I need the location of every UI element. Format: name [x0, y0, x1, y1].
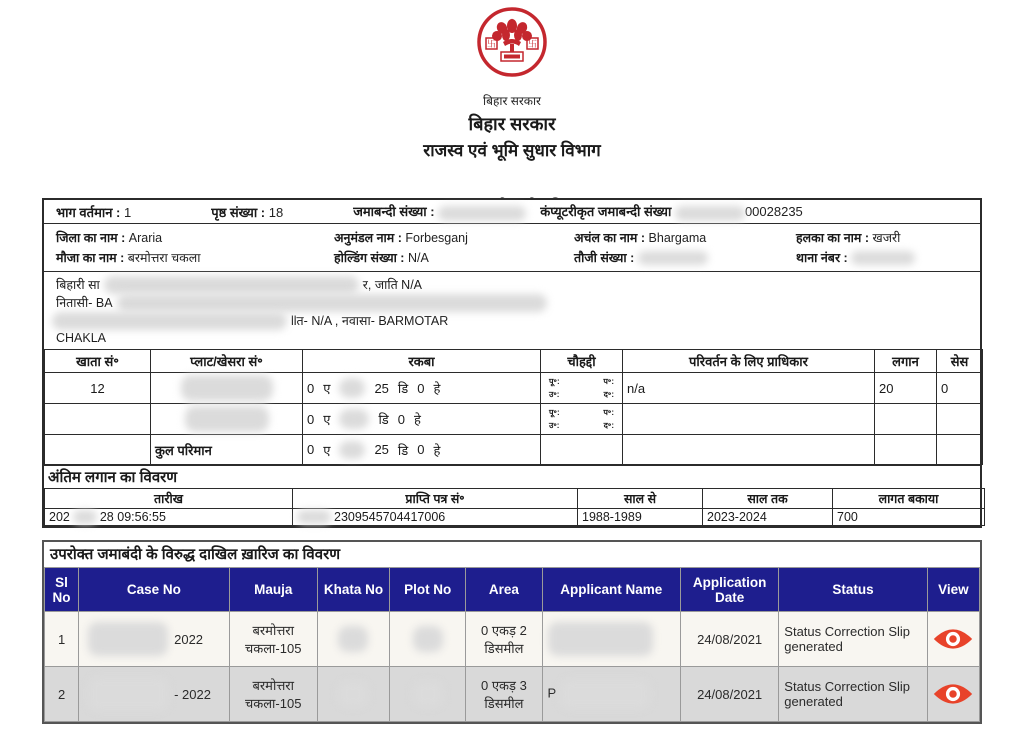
redacted-patch — [675, 206, 745, 221]
mutation-header-row — [45, 568, 980, 612]
sl-no: 1 — [45, 612, 79, 667]
col-ses: सेस — [937, 350, 983, 373]
case-no-tail: - 2022 — [174, 686, 211, 702]
redacted-patch — [560, 679, 650, 709]
col-khata-no: खाता सं॰ — [45, 350, 151, 373]
lagan-empty — [875, 435, 937, 465]
case-no-tail: 2022 — [174, 631, 204, 647]
redacted-patch — [88, 677, 168, 711]
khata-no-redacted — [317, 667, 389, 722]
rakba-token: 25 — [374, 442, 389, 457]
khata-no-empty — [45, 404, 151, 435]
jamabandi-label: जमाबन्दी संख्या : — [353, 204, 435, 220]
authority-empty — [623, 404, 875, 435]
chauhaddi-cell — [541, 404, 623, 435]
redacted-patch — [297, 510, 331, 524]
sl-no: 2 — [45, 667, 79, 722]
chauhaddi-cell — [541, 373, 623, 404]
date-rest: 28 09:56:55 — [99, 510, 166, 524]
subdivision-value: Forbesganj — [405, 230, 468, 245]
applicant-name-partial — [542, 667, 680, 722]
computerized-label: कंप्यूटरीकृत जमाबन्दी संख्या — [540, 204, 672, 220]
col-application-date: Application Date — [680, 568, 778, 612]
final-rent-section — [44, 465, 980, 526]
rakba-row2 — [303, 404, 541, 435]
rakba-total — [303, 435, 541, 465]
final-rent-header-row — [45, 489, 985, 509]
khata-table — [44, 349, 983, 465]
chauhaddi-west-label: प॰: — [603, 377, 614, 386]
owner-line3-suffix: llत- N/A , नवासा- BARMOTAR — [291, 313, 449, 328]
redacted-patch — [52, 312, 287, 330]
rakba-token: ए — [323, 381, 331, 396]
plot-no-redacted — [151, 404, 303, 435]
anchal-field — [574, 229, 796, 246]
year-to-value: 2023-2024 — [703, 509, 833, 526]
eye-icon — [933, 627, 973, 651]
holding-value: N/A — [407, 250, 429, 265]
col-sl-no: Sl No — [45, 568, 79, 612]
lagan-empty — [875, 404, 937, 435]
view-cell — [927, 612, 979, 667]
final-rent-table — [44, 488, 985, 526]
tauji-label: तौजी संख्या : — [574, 250, 635, 265]
plot-no-redacted — [390, 667, 466, 722]
rakba-token: 0 — [417, 380, 425, 396]
department-title: राजस्व एवं भूमि सुधार विभाग — [423, 141, 601, 160]
col-view: View — [927, 568, 979, 612]
status: Status Correction Slip generated — [779, 667, 927, 722]
document-header — [0, 6, 1024, 220]
col-applicant-name: Applicant Name — [542, 568, 680, 612]
owner-details — [44, 271, 980, 349]
tauji-field — [574, 249, 796, 266]
plot-no-redacted — [151, 373, 303, 404]
khata-no-value: 12 — [45, 373, 151, 404]
application-date: 24/08/2021 — [680, 612, 778, 667]
part-current — [44, 203, 131, 221]
redacted-patch — [117, 294, 547, 312]
col-year-from: साल से — [578, 489, 703, 509]
rakba-row1 — [303, 373, 541, 404]
status: Status Correction Slip generated — [779, 612, 927, 667]
halka-label: हलका का नाम : — [796, 230, 870, 245]
chauhaddi-south-label: द॰: — [603, 421, 614, 430]
district-value: Araria — [128, 230, 163, 245]
record-details-box — [42, 198, 982, 528]
rakba-token: 0 — [307, 380, 315, 396]
khata-row-2 — [45, 404, 983, 435]
khata-total-row — [45, 435, 983, 465]
chauhaddi-north-label: उ॰: — [549, 390, 560, 399]
col-chauhaddi: चौहद्दी — [541, 350, 623, 373]
rakba-token: 0 — [417, 442, 425, 457]
anchal-label: अचंल का नाम : — [574, 230, 646, 245]
computerized-value: 00028235 — [744, 204, 803, 220]
khata-no-empty — [45, 435, 151, 465]
svg-text:卐: 卐 — [527, 39, 538, 49]
case-no — [79, 667, 229, 722]
rakba-token: डि — [397, 381, 409, 396]
government-title: बिहार सरकार — [468, 114, 556, 134]
rakba-token: 25 — [374, 380, 389, 396]
mauja-field — [44, 249, 334, 266]
area: 0 एकड़ 2 डिसमील — [466, 612, 542, 667]
total-label: कुल परिमान — [151, 435, 303, 465]
location-info — [44, 224, 980, 271]
thana-field — [796, 249, 915, 266]
plot-no-redacted — [390, 612, 466, 667]
year-from-value: 1988-1989 — [578, 509, 703, 526]
halka-field — [796, 229, 900, 246]
view-eye-button[interactable] — [933, 682, 974, 706]
applicant-prefix: P — [547, 685, 556, 701]
view-cell — [927, 667, 979, 722]
rakba-token: 0 — [397, 411, 405, 427]
final-rent-title: अंतिम लगान का विवरण — [48, 469, 178, 486]
rakba-token: हे — [433, 381, 441, 396]
date-prefix: 202 — [49, 510, 70, 524]
page-label: पृष्ठ संख्या : — [211, 204, 266, 220]
rakba-token: हे — [414, 412, 421, 427]
owner-line1-suffix: र, जाति N/A — [362, 277, 423, 292]
svg-text:卐: 卐 — [486, 39, 497, 49]
part-value: 1 — [124, 204, 132, 220]
redacted-patch — [73, 510, 97, 524]
chauhaddi-empty — [541, 435, 623, 465]
redacted-patch — [339, 378, 365, 398]
meta-strip — [44, 200, 980, 224]
col-plot-no: Plot No — [390, 568, 466, 612]
col-authority: परिवर्तन के लिए प्राधिकार — [623, 350, 875, 373]
area: 0 एकड़ 3 डिसमील — [466, 667, 542, 722]
mutation-row-2 — [45, 667, 980, 722]
subdivision-label: अनुमंडल नाम : — [334, 230, 402, 245]
page-value: 18 — [268, 204, 284, 220]
khata-table-header-row — [45, 350, 983, 373]
chauhaddi-east-label: पू॰: — [549, 408, 560, 417]
redacted-patch — [104, 276, 359, 294]
redacted-patch — [88, 622, 168, 656]
col-status: Status — [779, 568, 927, 612]
amount-due-value: 700 — [833, 509, 985, 526]
col-plot-khesra-no: प्लाट/खेसरा सं॰ — [151, 350, 303, 373]
col-case-no: Case No — [79, 568, 229, 612]
computerized-jamabandi-number — [526, 202, 803, 220]
halka-value: खजरी — [872, 230, 901, 245]
mutation-section — [42, 540, 982, 724]
col-area: Area — [466, 568, 542, 612]
redacted-patch — [638, 251, 708, 265]
authority-value: n/a — [623, 373, 875, 404]
emblem-caption: बिहार सरकार — [483, 94, 541, 108]
chauhaddi-south-label: द॰: — [603, 390, 614, 399]
redacted-patch — [339, 441, 365, 459]
ses-value: 0 — [937, 373, 983, 404]
col-amount-due: लागत बकाया — [833, 489, 985, 509]
owner-line4: CHAKLA — [56, 331, 107, 345]
mauja-value: बरमोत्तरा चकला — [127, 250, 201, 265]
holding-label: होल्डिंग संख्या : — [334, 250, 405, 265]
col-rakba: रकबा — [303, 350, 541, 373]
final-rent-data-row — [45, 509, 985, 526]
lagan-value: 20 — [875, 373, 937, 404]
holding-field — [334, 249, 574, 266]
receipt-no-value: 2309545704417006 — [334, 510, 446, 524]
authority-empty — [623, 435, 875, 465]
redacted-patch — [339, 409, 369, 429]
redacted-patch — [851, 251, 915, 265]
rakba-token: 0 — [307, 442, 315, 457]
mauja: बरमोत्तरा चकला-105 — [229, 667, 317, 722]
col-year-to: साल तक — [703, 489, 833, 509]
mauja: बरमोत्तरा चकला-105 — [229, 612, 317, 667]
rakba-token: डि — [397, 442, 409, 458]
case-no — [79, 612, 229, 667]
page-number — [131, 203, 283, 221]
rakba-token: ए — [323, 442, 331, 458]
ses-empty — [937, 404, 983, 435]
thana-label: थाना नंबर : — [796, 250, 848, 265]
part-label: भाग वर्तमान : — [56, 204, 121, 220]
rakba-token: 0 — [307, 411, 315, 427]
district-field — [44, 229, 334, 246]
subdivision-field — [334, 229, 574, 246]
eye-icon — [933, 682, 973, 706]
col-mauja: Mauja — [229, 568, 317, 612]
chauhaddi-east-label: पू॰: — [549, 377, 560, 386]
rakba-token: हे — [433, 442, 441, 458]
owner-line1-prefix: बिहारी सा — [56, 277, 100, 292]
mutation-table — [44, 567, 980, 722]
view-eye-button[interactable] — [933, 627, 974, 651]
col-date: तारीख — [45, 489, 293, 509]
mutation-title: उपरोक्त जमाबंदी के विरुद्ध दाखिल ख़ारिज का विवरण — [50, 546, 341, 563]
district-label: जिला का नाम : — [56, 230, 126, 245]
khata-row-1 — [45, 373, 983, 404]
bihar-government-emblem — [473, 6, 551, 109]
chauhaddi-north-label: उ॰: — [549, 421, 560, 430]
receipt-no — [293, 509, 578, 526]
mauja-label: मौजा का नाम : — [56, 250, 125, 265]
chauhaddi-west-label: प॰: — [603, 408, 614, 417]
col-receipt-no: प्राप्ति पत्र सं॰ — [293, 489, 578, 509]
emblem-icon — [473, 6, 551, 86]
jamabandi-number — [283, 202, 526, 220]
anchal-value: Bhargama — [648, 230, 707, 245]
col-lagan: लगान — [875, 350, 937, 373]
redacted-patch — [438, 206, 526, 221]
mutation-row-1 — [45, 612, 980, 667]
rakba-token: ए — [323, 412, 331, 427]
rent-date — [45, 509, 293, 526]
application-date: 24/08/2021 — [680, 667, 778, 722]
rakba-token: डि — [378, 412, 389, 427]
applicant-name-redacted — [542, 612, 680, 667]
khata-no-redacted — [317, 612, 389, 667]
owner-line2-prefix: नितासी- BA — [56, 295, 113, 310]
col-khata-no: Khata No — [317, 568, 389, 612]
ses-empty — [937, 435, 983, 465]
